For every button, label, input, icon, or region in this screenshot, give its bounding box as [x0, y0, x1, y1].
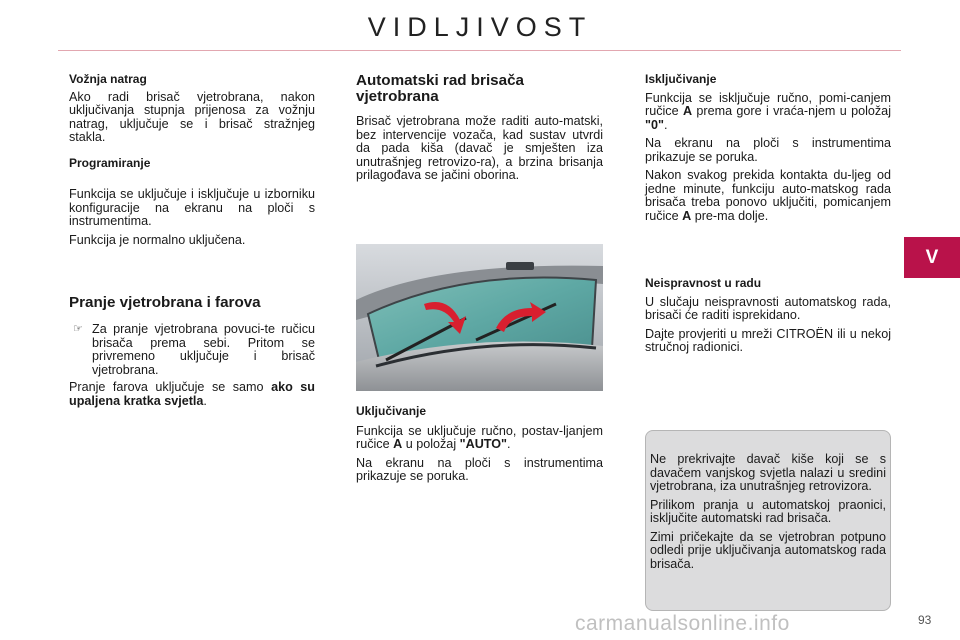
hand-pointer-icon: ☞ [73, 323, 83, 335]
lever-a-label: A [393, 437, 403, 451]
note-text-2: Prilikom pranja u automatskoj praonici, isključite automatski rad brisača. [650, 497, 886, 525]
zero-position-label: "0" [645, 117, 664, 132]
auto-heading: Automatski rad brisača vjetrobrana [356, 72, 524, 105]
headlamp-wash-pre: Pranje farova uključuje se samo [69, 380, 272, 394]
headlamp-wash-post: . [203, 393, 207, 408]
off-text-mid: prema gore i vraća-njem u položaj [692, 104, 891, 118]
note-text-3: Zimi pričekajte da se vjetrobran potpuno odledi prije uključivanja automatskog rada brisača. [650, 529, 886, 571]
column-left [69, 73, 315, 413]
wash-bullet-text: Za pranje vjetrobrana povuci-te ručicu brisača prema sebi. Pritom se privremeno uključuje i brisač vjetrobrana. [92, 322, 315, 377]
fault-heading: Neispravnost u radu [645, 276, 762, 290]
column-middle-lower [356, 405, 603, 489]
fault-text-1: U slučaju neispravnosti automatskog rada, brisači će raditi isprekidano. [645, 294, 891, 322]
on-heading: Uključivanje [356, 404, 427, 418]
column-right-lower [645, 277, 891, 360]
off-text-2: Na ekranu na ploči s instrumentima prikazuje se poruka. [645, 136, 891, 164]
column-right [645, 73, 891, 228]
wash-bullet [69, 323, 315, 377]
headlamp-wash-text [69, 381, 315, 408]
off-text-3-post: pre-ma dolje. [691, 208, 769, 223]
programming-text-2: Funkcija je normalno uključena. [69, 232, 246, 247]
on-text-mid: u položaj [402, 437, 460, 451]
off-heading: Isključivanje [645, 72, 717, 86]
on-text-post: . [507, 437, 511, 451]
on-text-pre: Funkcija se uključuje ručno, postav-ljanjem ručice [356, 423, 603, 451]
column-middle [356, 73, 603, 188]
off-text-3 [645, 169, 891, 223]
watermark: carmanualsonline.info [575, 612, 790, 635]
windshield-wipers-photo [356, 244, 603, 391]
programming-heading: Programiranje [69, 155, 151, 170]
wash-heading: Pranje vjetrobrana i farova [69, 294, 261, 311]
off-text-pre: Funkcija se isključuje ručno, pomi-canjem ručice [645, 90, 891, 118]
page-number: 93 [918, 613, 932, 627]
title-divider [58, 50, 901, 51]
lever-a-label: A [682, 208, 692, 223]
auto-position-label: "AUTO" [459, 437, 508, 451]
off-text-1 [645, 92, 891, 133]
auto-text: Brisač vjetrobrana može raditi auto-matski, bez intervencije vozača, kad sustav utvrdi da pada kiša (davač je smješten iza unutrašnjeg retrovizo-ra), a brzina brisanja prilagođava se jačini oborina. [356, 114, 603, 182]
section-tab[interactable]: V [904, 237, 960, 278]
reverse-heading: Vožnja natrag [69, 72, 147, 86]
reverse-text: Ako radi brisač vjetrobrana, nakon uključivanja stupnja prijenosa za vožnju natrag, uključuje se i brisač stražnjeg stakla. [69, 89, 315, 144]
fault-text-2: Dajte provjeriti u mreži CITROËN ili u nekoj stručnoj radionici. [645, 326, 891, 354]
on-text-2: Na ekranu na ploči s instrumentima prikazuje se poruka. [356, 455, 603, 483]
headlamp-wash-bold: ako su upaljena kratka svjetla [69, 380, 315, 408]
on-text-1 [356, 425, 603, 452]
page-title: VIDLJIVOST [367, 12, 593, 42]
off-text-post: . [663, 117, 668, 132]
off-text-3-pre: Nakon svakog prekida kontakta du-ljeg od jedne minute, funkciju auto-matskog rada brisača treba ponovo uključiti, pomicanjem ručice [645, 168, 891, 223]
lever-a-label: A [682, 104, 693, 118]
warning-note-box [645, 430, 891, 611]
note-text-1: Ne prekrivajte davač kiše koji se s davačem vanjskog svjetla nalazi u sredini vjetrobrana, iza unutrašnjeg retrovizora. [650, 452, 886, 493]
programming-text-1: Funkcija se uključuje i isključuje u izborniku konfiguracije na ekranu na ploči s instrumentima. [69, 187, 315, 228]
